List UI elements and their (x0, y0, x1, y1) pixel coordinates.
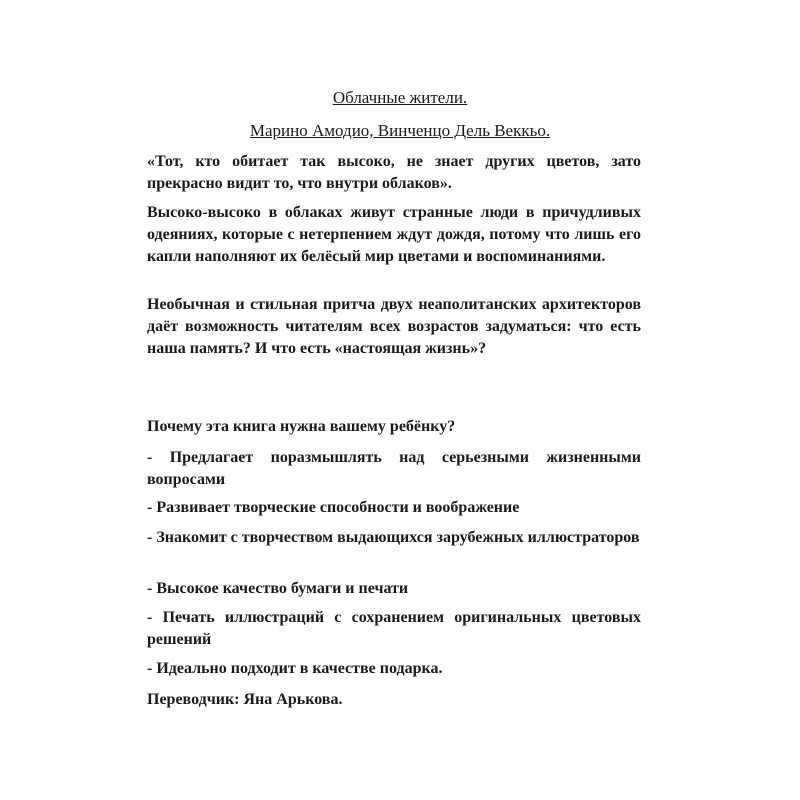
description-paragraph: Высоко-высоко в облаках живут странные люди в причудливых одеяниях, которые с нетерпением ждут дождя, потому что лишь его капли наполняют их белёсый мир цветами и воспоминаниями. (147, 204, 641, 265)
bullet-item: - Высокое качество бумаги и печати (147, 580, 409, 597)
book-authors: Марино Амодио, Винченцо Дель Веккьо. (249, 121, 551, 140)
bullet-item: - Печать иллюстраций с сохранением оригинальных цветовых решений (147, 609, 641, 648)
bullet-item: - Предлагает поразмышлять над серьезными жизненными вопросами (147, 449, 641, 488)
bullet-item: - Идеально подходит в качестве подарка. (147, 660, 443, 677)
why-heading: Почему эта книга нужна вашему ребёнку? (147, 418, 456, 435)
bullet-item: - Развивает творческие способности и воображение (147, 499, 520, 516)
translator-credit: Переводчик: Яна Арькова. (147, 691, 343, 708)
quote-paragraph: «Тот, кто обитает так высоко, не знает других цветов, зато прекрасно видит то, что внутри облаков». (147, 153, 641, 192)
bullet-item: - Знакомит с творчеством выдающихся зарубежных иллюстраторов (147, 529, 640, 546)
description-paragraph-2: Необычная и стильная притча двух неаполитанских архитекторов даёт возможность читателям всех возрастов задуматься: что есть наша память? И что есть «настоящая жизнь»? (147, 296, 641, 357)
book-title: Облачные жители. (332, 88, 468, 107)
